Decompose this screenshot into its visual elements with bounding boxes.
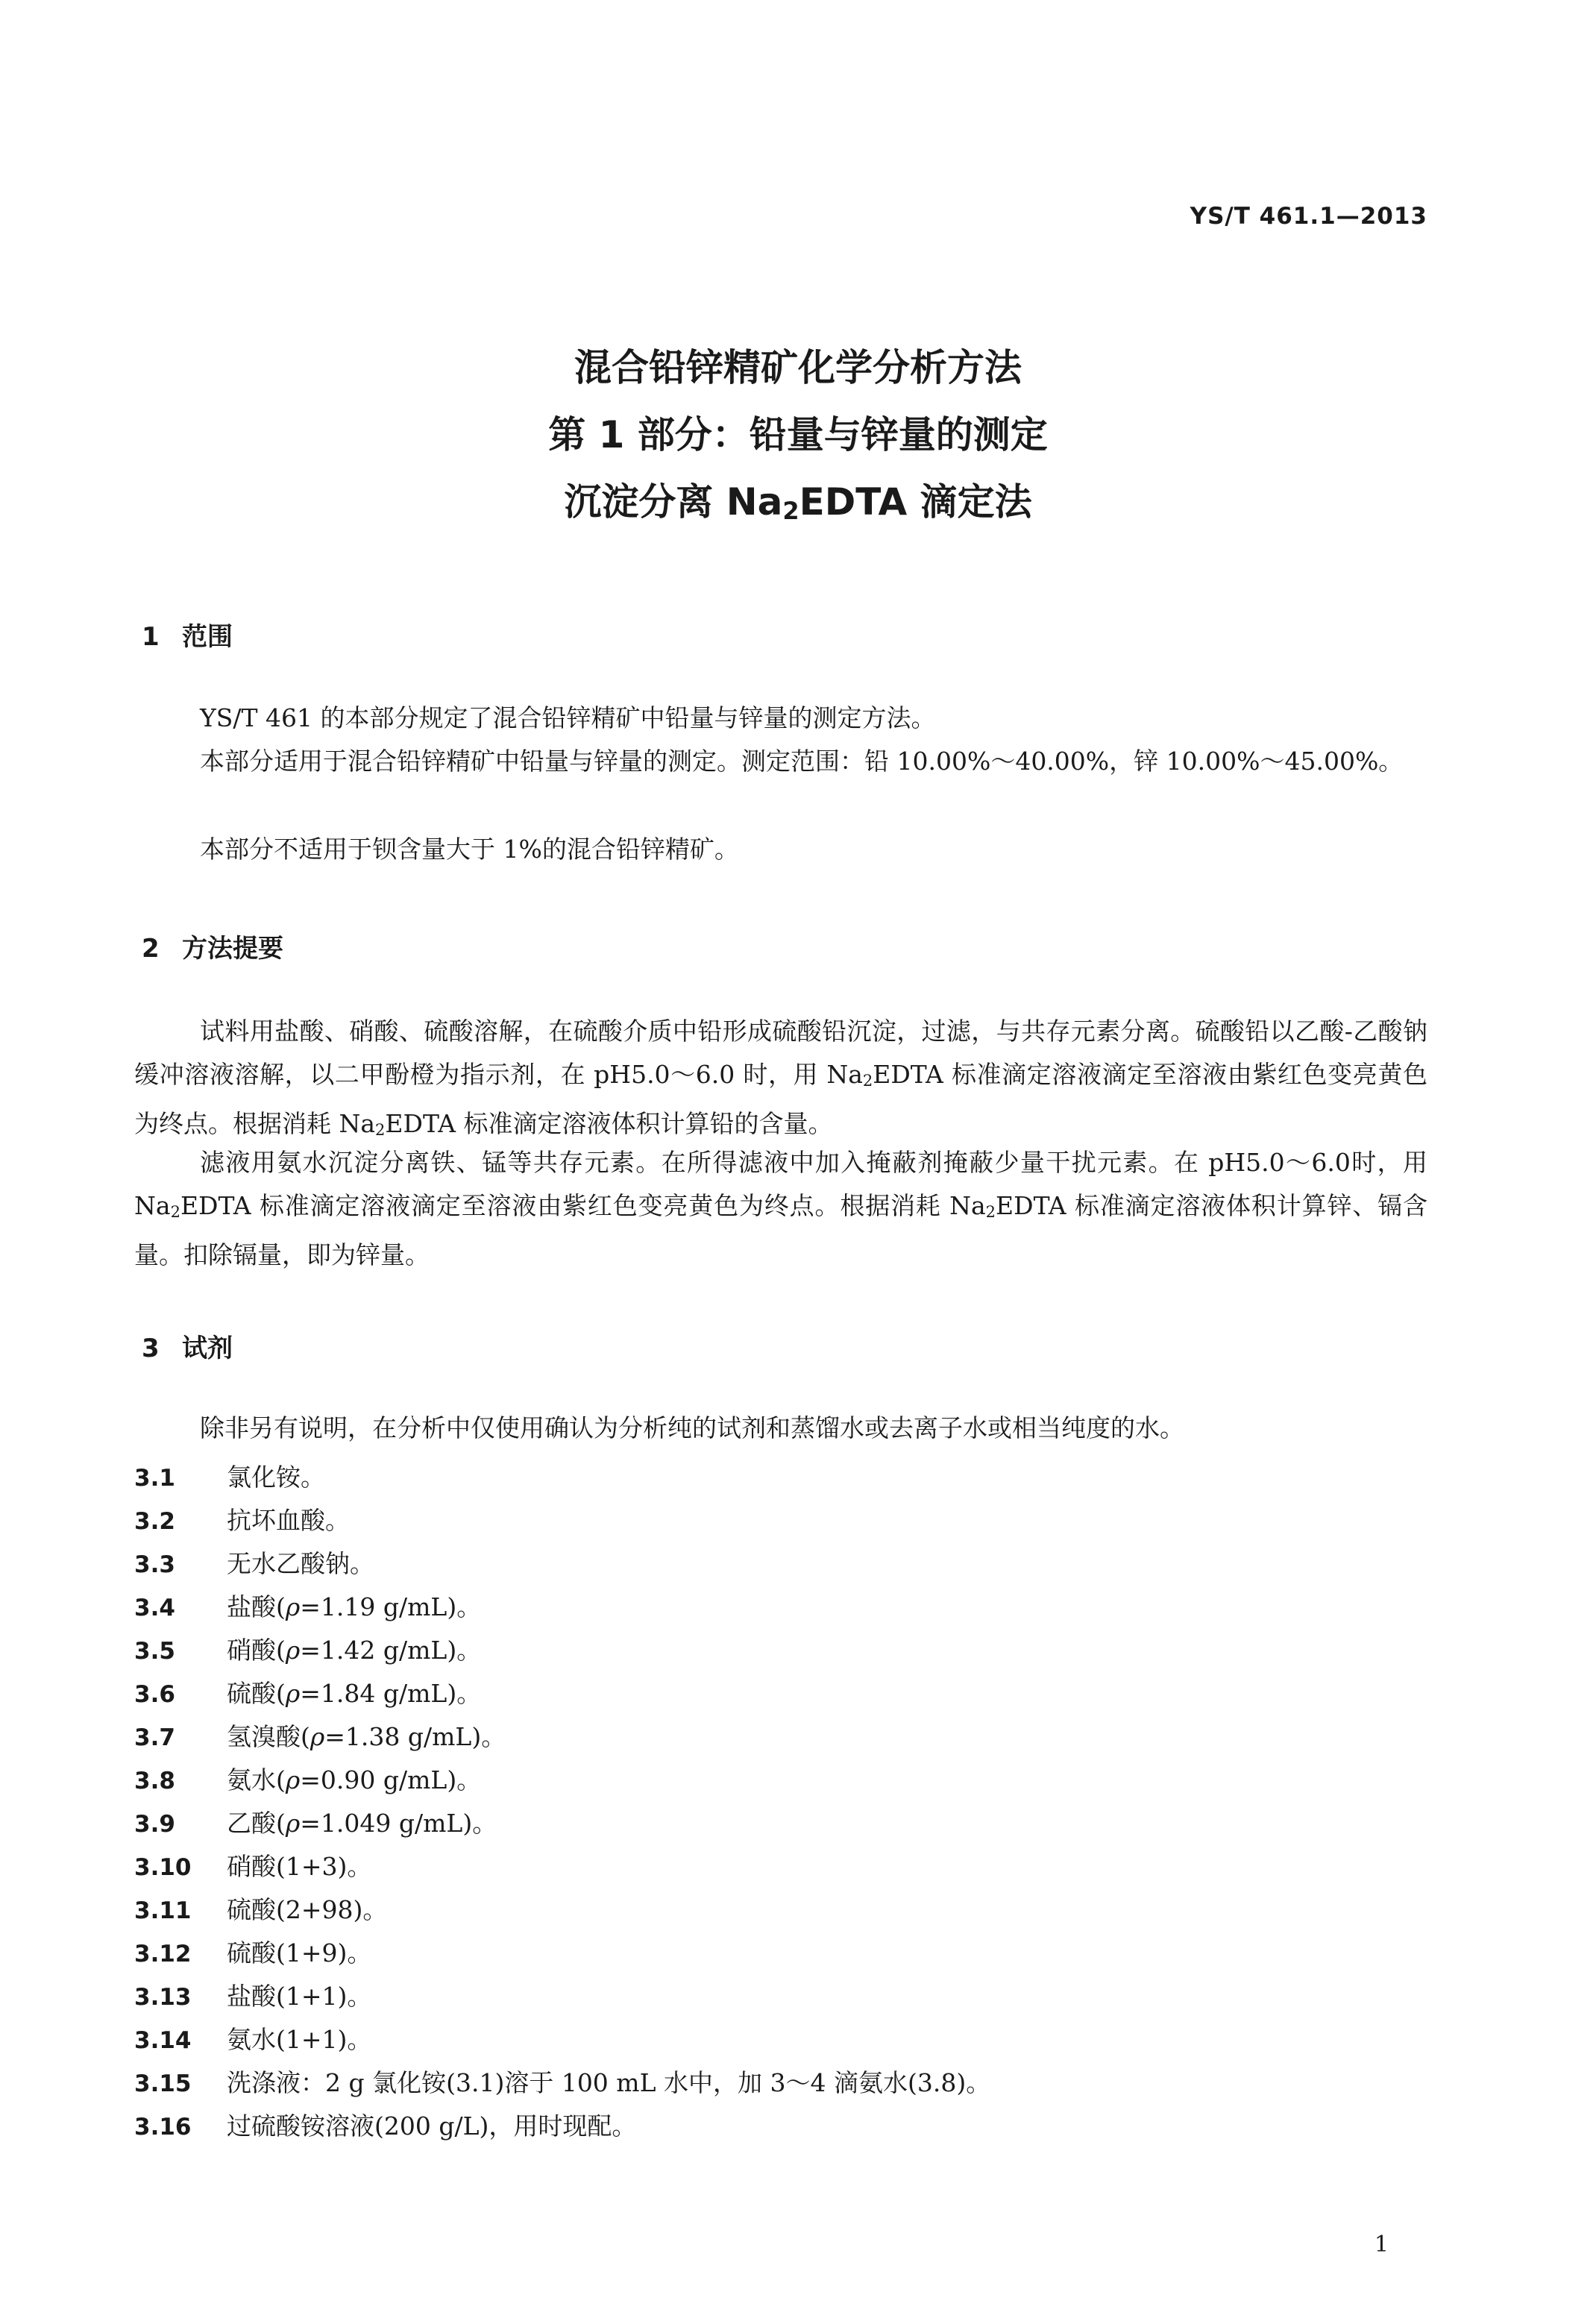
item-text: 硫酸( [227, 1679, 286, 1708]
item-text: 氨水( [227, 1765, 286, 1794]
section-1-heading [142, 616, 233, 653]
section-title: 范围 [182, 622, 233, 652]
reagent-item [134, 1845, 371, 1889]
reagent-item [134, 2061, 990, 2105]
title-line-3-pre: 沉淀分离 Na [564, 480, 783, 524]
title-line-1: 混合铅锌精矿化学分析方法 [574, 346, 1022, 389]
item-number: 3.8 [134, 1768, 175, 1794]
item-number: 3.13 [134, 1984, 192, 2011]
section-number: 1 [142, 622, 160, 652]
subscript: 2 [985, 1203, 996, 1221]
item-number: 3.1 [134, 1465, 175, 1492]
text-run: 试料用盐酸、硝酸、硫酸溶解，在硫酸介质中铅形成硫酸铅沉淀，过滤，与共存元素分离。硫酸铅以乙酸-乙酸钠缓冲溶液溶解，以二甲酚橙为指示剂，在 pH5.0～6.0 时，用 Na [134, 1017, 1427, 1089]
item-text: 洗涤液：2 g 氯化铵(3.1)溶于 100 mL 水中，加 3～4 滴氨水(3.8)。 [227, 2068, 991, 2097]
item-text: 硝酸( [227, 1636, 286, 1665]
item-text: =1.049 g/mL)。 [300, 1809, 497, 1838]
item-text: 氯化铵。 [227, 1463, 325, 1492]
item-text: 过硫酸铵溶液(200 g/L)，用时现配。 [227, 2111, 637, 2141]
section-1-paragraph-1: YS/T 461 的本部分规定了混合铅锌精矿中铅量与锌量的测定方法。 [200, 703, 936, 732]
item-number: 3.5 [134, 1638, 175, 1665]
rho-symbol: ρ [285, 1765, 301, 1794]
item-number: 3.10 [134, 1854, 192, 1881]
reagent-item [134, 1975, 371, 2019]
item-number: 3.11 [134, 1897, 192, 1924]
subscript: 2 [170, 1203, 180, 1221]
reagent-item [134, 2105, 636, 2149]
item-number: 3.9 [134, 1811, 175, 1838]
item-text: 硫酸(2+98)。 [227, 1895, 388, 1924]
rho-symbol: ρ [285, 1809, 301, 1838]
section-3-heading [142, 1328, 233, 1364]
reagent-item [134, 2018, 371, 2062]
item-text: 硫酸(1+9)。 [227, 1938, 372, 1967]
item-text: 氨水(1+1)。 [227, 2025, 372, 2054]
standard-code: YS/T 461.1—2013 [1190, 203, 1427, 230]
section-1-paragraph-2: 本部分适用于混合铅锌精矿中铅量与锌量的测定。测定范围：铅 10.00%～40.00%，锌 10.00%～45.00%。 [200, 747, 1404, 776]
item-text: =1.19 g/mL)。 [300, 1592, 482, 1621]
text-run: 滤液用氨水沉淀分离铁、锰等共存元素。在所得滤液中加入掩蔽剂掩蔽少量干扰元素。在 pH5.0～6.0时，用 Na [134, 1148, 1427, 1220]
section-number: 3 [142, 1334, 160, 1363]
reagent-item [134, 1759, 481, 1803]
item-number: 3.7 [134, 1724, 175, 1751]
reagent-item [134, 1456, 325, 1500]
section-number: 2 [142, 934, 160, 964]
reagent-item [134, 1629, 481, 1673]
rho-symbol: ρ [310, 1722, 325, 1751]
reagent-item [134, 1802, 497, 1846]
item-text: 盐酸( [227, 1592, 286, 1621]
item-number: 3.16 [134, 2114, 192, 2141]
item-text: 盐酸(1+1)。 [227, 1982, 372, 2011]
text-run: EDTA 标准滴定溶液体积计算锌、镉含量。扣除镉量，即为锌量。 [134, 1191, 1428, 1269]
reagent-item [134, 1888, 387, 1932]
section-3-intro: 除非另有说明，在分析中仅使用确认为分析纯的试剂和蒸馏水或去离子水或相当纯度的水。 [200, 1413, 1184, 1442]
item-text: 乙酸( [227, 1809, 286, 1838]
rho-symbol: ρ [285, 1679, 301, 1708]
reagent-item [134, 1672, 481, 1716]
section-1-paragraph-3: 本部分不适用于钡含量大于 1%的混合铅锌精矿。 [200, 835, 739, 864]
item-text: =1.38 g/mL)。 [324, 1722, 506, 1751]
item-number: 3.2 [134, 1508, 175, 1535]
section-title: 试剂 [182, 1334, 233, 1363]
rho-symbol: ρ [285, 1636, 301, 1665]
reagent-item [134, 1932, 371, 1976]
text-run: EDTA 标准滴定溶液体积计算铅的含量。 [385, 1109, 833, 1138]
item-text: =1.84 g/mL)。 [300, 1679, 482, 1708]
item-text: 硝酸(1+3)。 [227, 1852, 372, 1881]
item-number: 3.6 [134, 1681, 175, 1708]
item-text: 氢溴酸( [227, 1722, 310, 1751]
section-2-paragraph-2 [134, 1141, 1427, 1277]
section-2-paragraph-1 [134, 1010, 1427, 1152]
subscript: 2 [375, 1121, 386, 1139]
section-2-heading [142, 928, 283, 964]
reagent-item [134, 1715, 506, 1759]
item-text: =1.42 g/mL)。 [300, 1636, 482, 1665]
item-number: 3.3 [134, 1551, 175, 1578]
title-line-3-post: EDTA 滴定法 [799, 480, 1032, 524]
title-line-3 [0, 468, 1596, 544]
document-title [0, 334, 1596, 544]
text-run: EDTA 标准滴定溶液滴定至溶液由紫红色变亮黄色为终点。根据消耗 Na [134, 1060, 1428, 1138]
rho-symbol: ρ [285, 1592, 301, 1621]
item-number: 3.15 [134, 2070, 192, 2097]
item-number: 3.14 [134, 2027, 192, 2054]
item-text: 无水乙酸钠。 [227, 1549, 374, 1578]
reagent-item [134, 1586, 481, 1630]
reagent-item [134, 1499, 350, 1543]
reagent-item [134, 1542, 374, 1586]
page-number: 1 [1374, 2232, 1389, 2258]
item-text: 抗坏血酸。 [227, 1506, 350, 1535]
text-run: EDTA 标准滴定溶液滴定至溶液由紫红色变亮黄色为终点。根据消耗 Na [180, 1191, 986, 1220]
subscript: 2 [862, 1072, 873, 1090]
item-number: 3.12 [134, 1941, 192, 1967]
title-line-3-subscript: 2 [782, 497, 799, 525]
section-title: 方法提要 [182, 934, 283, 964]
item-number: 3.4 [134, 1595, 175, 1621]
item-text: =0.90 g/mL)。 [300, 1765, 482, 1794]
title-line-2: 第 1 部分：铅量与锌量的测定 [548, 413, 1048, 456]
